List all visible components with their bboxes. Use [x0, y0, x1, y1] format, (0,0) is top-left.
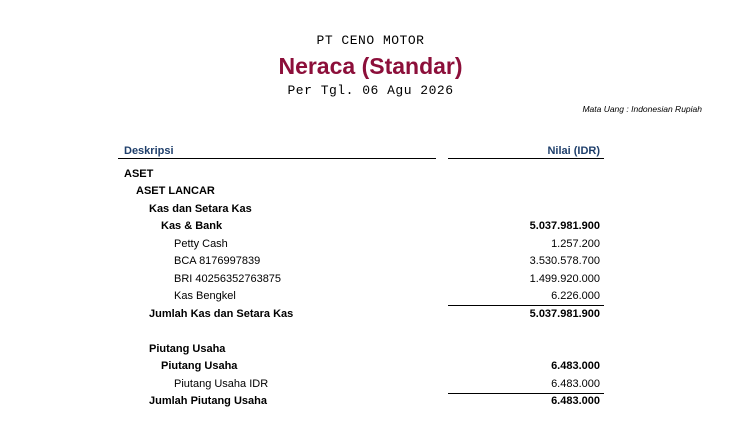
row-label: Kas Bengkel	[174, 290, 236, 302]
table-row	[0, 219, 741, 236]
row-label: Kas & Bank	[161, 220, 223, 232]
table-row	[0, 202, 741, 219]
table-row	[0, 184, 741, 201]
row-value: 6.483.000	[551, 395, 600, 407]
table-row	[0, 307, 741, 324]
currency-note: Mata Uang : Indonesian Rupiah	[582, 104, 702, 114]
row-value: 6.483.000	[551, 378, 600, 390]
table-row	[0, 289, 741, 306]
row-label: Kas dan Setara Kas	[149, 203, 252, 215]
row-label: Piutang Usaha	[161, 360, 238, 372]
table-row	[0, 342, 741, 359]
row-value: 3.530.578.700	[529, 255, 600, 267]
report-date: Per Tgl. 06 Agu 2026	[287, 83, 454, 98]
table-row	[0, 377, 741, 394]
row-label: Jumlah Kas dan Setara Kas	[149, 308, 294, 320]
row-value: 5.037.981.900	[529, 220, 600, 232]
table-row	[0, 254, 741, 271]
subtotal-line	[448, 305, 604, 306]
row-label: Petty Cash	[174, 238, 228, 250]
row-value: 5.037.981.900	[529, 308, 600, 320]
column-header-description: Deskripsi	[124, 145, 174, 157]
company-name: PT CENO MOTOR	[316, 33, 425, 48]
header-underline-value	[448, 158, 604, 159]
table-row	[0, 237, 741, 254]
row-value: 1.257.200	[551, 238, 600, 250]
row-label: BCA 8176997839	[174, 255, 261, 267]
table-row	[0, 359, 741, 376]
header-underline-description	[118, 158, 436, 159]
report-title: Neraca (Standar)	[278, 53, 463, 79]
row-value: 6.483.000	[551, 360, 600, 372]
row-label: BRI 40256352763875	[174, 273, 282, 285]
row-value: 6.226.000	[551, 290, 600, 302]
table-row	[0, 272, 741, 289]
row-label: Piutang Usaha IDR	[174, 378, 269, 390]
row-label: Jumlah Piutang Usaha	[149, 395, 267, 407]
table-row	[0, 394, 741, 411]
row-value: 1.499.920.000	[529, 273, 600, 285]
row-label: Piutang Usaha	[149, 343, 226, 355]
column-header-value: Nilai (IDR)	[547, 145, 600, 157]
row-label: ASET	[124, 168, 154, 180]
row-label: ASET LANCAR	[136, 185, 215, 197]
table-row	[0, 167, 741, 184]
